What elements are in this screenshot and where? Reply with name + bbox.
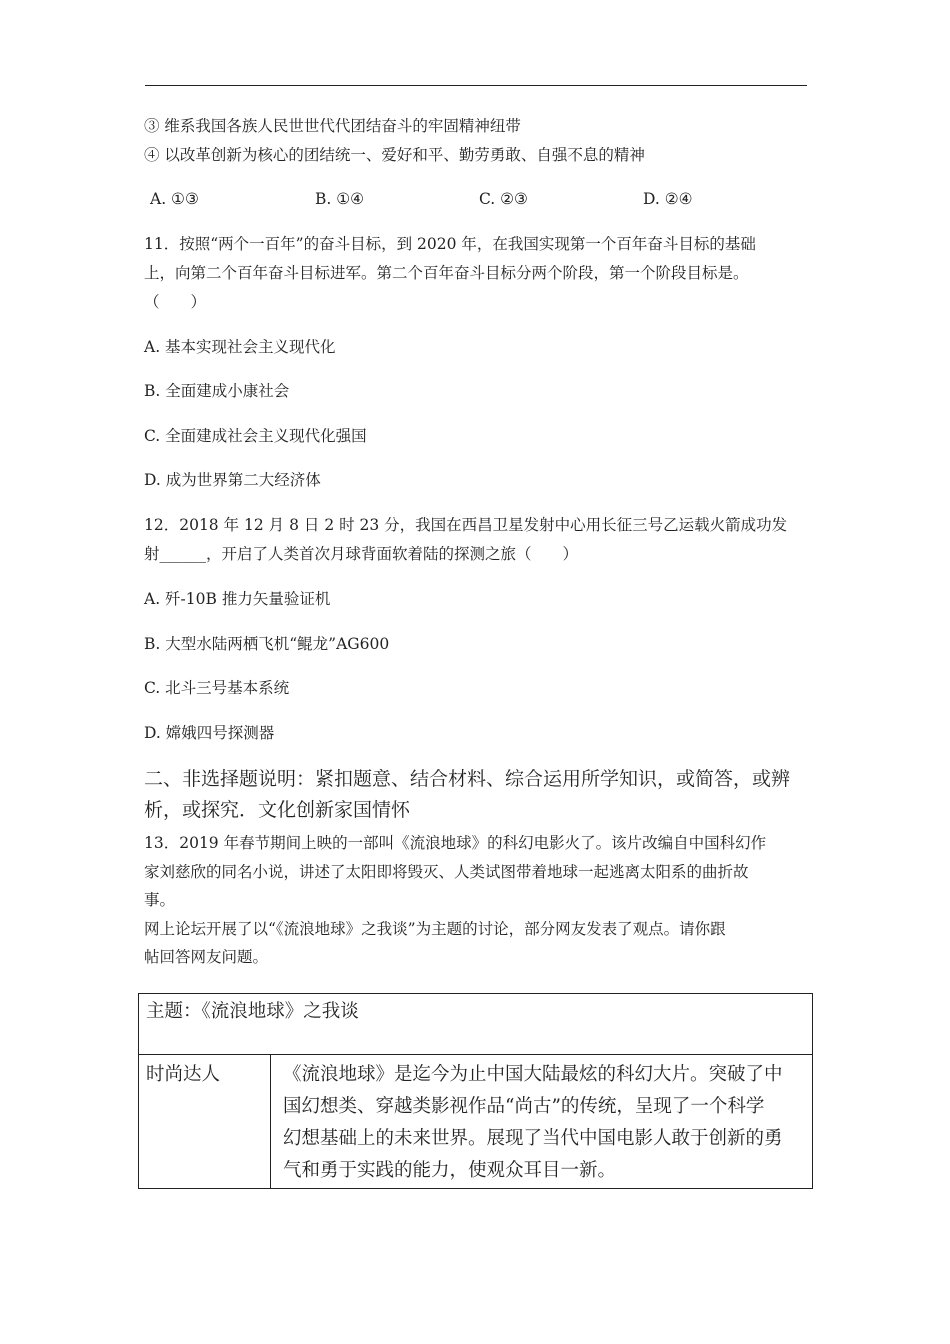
table-row-divider (139, 1054, 812, 1055)
q12-line-2: 射______，开启了人类首次月球背面软着陆的探测之旅（ ） (144, 545, 579, 563)
prev-item-4: ④ 以改革创新为核心的团结统一、爱好和平、勤劳勇敢、自强不息的精神 (144, 146, 645, 164)
table-row-text-1: 《流浪地球》是迄今为止中国大陆最炫的科幻大片。突破了中 (283, 1064, 783, 1085)
table-row-text-2: 国幻想类、穿越类影视作品“尚古”的传统，呈现了一个科学 (283, 1096, 765, 1117)
q12-option-b: B. 大型水陆两栖飞机“鲲龙”AG600 (144, 635, 390, 653)
table-row-text-3: 幻想基础上的未来世界。展现了当代中国电影人敢于创新的勇 (283, 1128, 783, 1149)
q13-line-5: 帖回答网友问题。 (144, 948, 269, 966)
q11-option-b: B. 全面建成小康社会 (144, 382, 290, 400)
q12-line-1: 12．2018 年 12 月 8 日 2 时 23 分，我国在西昌卫星发射中心用长征三号乙运载火箭成功发 (144, 516, 788, 534)
q13-line-3: 事。 (144, 891, 176, 909)
table-row-label: 时尚达人 (146, 1064, 221, 1085)
q11-line-3: （ ） (144, 293, 207, 311)
q11-option-d: D. 成为世界第二大经济体 (144, 471, 321, 489)
prev-option-c: C. ②③ (479, 190, 528, 208)
q12-option-d: D. 嫦娥四号探测器 (144, 724, 275, 742)
table-topic: 主题：《流浪地球》之我谈 (146, 1001, 359, 1022)
q13-line-2: 家刘慈欣的同名小说，讲述了太阳即将毁灭、人类试图带着地球一起逃离太阳系的曲折故 (144, 863, 749, 881)
q12-option-c: C. 北斗三号基本系统 (144, 679, 290, 697)
prev-option-a: A. ①③ (150, 190, 199, 208)
q11-line-1: 11．按照“两个一百年”的奋斗目标，到 2020 年，在我国实现第一个百年奋斗目标的基础 (144, 235, 756, 253)
q11-option-a: A. 基本实现社会主义现代化 (144, 338, 336, 356)
discussion-table (138, 993, 813, 1189)
prev-option-d: D. ②④ (643, 190, 693, 208)
q12-option-a: A. 歼-10B 推力矢量验证机 (144, 590, 331, 608)
prev-option-b: B. ①④ (315, 190, 365, 208)
header-rule (145, 85, 807, 86)
q11-option-c: C. 全面建成社会主义现代化强国 (144, 427, 367, 445)
section2-line-2: 析，或探究．文化创新家国情怀 (144, 799, 411, 821)
q13-line-1: 13．2019 年春节期间上映的一部叫《流浪地球》的科幻电影火了。该片改编自中国科幻作 (144, 834, 767, 852)
section2-line-1: 二、非选择题说明：紧扣题意、结合材料、综合运用所学知识，或简答，或辨 (144, 768, 791, 790)
q11-line-2: 上，向第二个百年奋斗目标进军。第二个百年奋斗目标分两个阶段，第一个阶段目标是。 (144, 264, 749, 282)
q13-line-4: 网上论坛开展了以“《流浪地球》之我谈”为主题的讨论，部分网友发表了观点。请你跟 (144, 920, 726, 938)
table-row-text-4: 气和勇于实践的能力，使观众耳目一新。 (283, 1160, 617, 1181)
prev-item-3: ③ 维系我国各族人民世世代代团结奋斗的牢固精神纽带 (144, 117, 521, 135)
table-column-divider (270, 1054, 271, 1188)
